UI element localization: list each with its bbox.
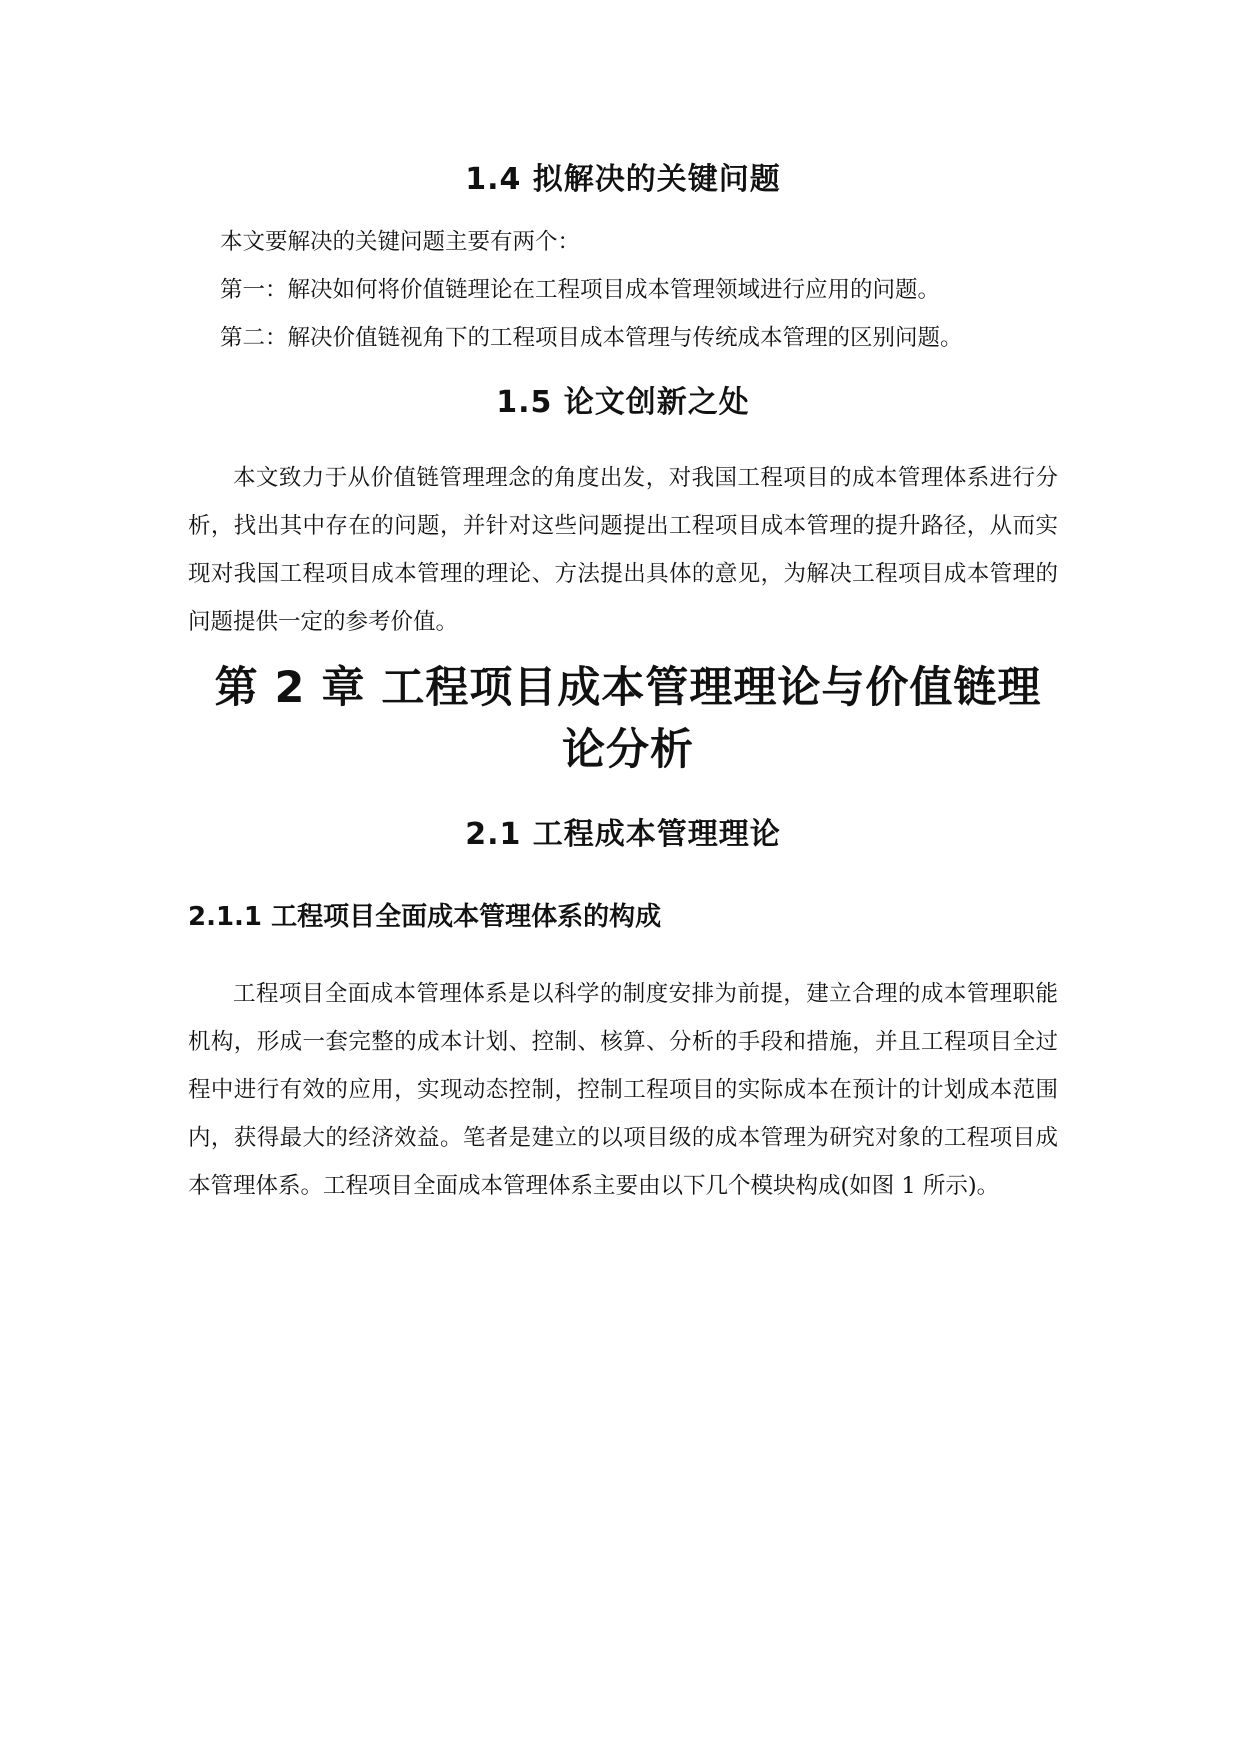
key-problems-intro: 本文要解决的关键问题主要有两个： bbox=[220, 229, 581, 255]
key-problem-2: 第二：解决价值链视角下的工程项目成本管理与传统成本管理的区别问题。 bbox=[220, 325, 963, 351]
section-1-4-title: 1.4 拟解决的关键问题 bbox=[465, 162, 781, 197]
section-2-1-title: 2.1 工程成本管理理论 bbox=[465, 817, 781, 852]
chapter-2-title bbox=[188, 657, 1068, 781]
section-2-1-1-title: 2.1.1 工程项目全面成本管理体系的构成 bbox=[188, 902, 662, 932]
section-1-5-body bbox=[188, 454, 1058, 646]
section-2-1-1-body bbox=[188, 970, 1058, 1210]
key-problem-1: 第一：解决如何将价值链理论在工程项目成本管理领域进行应用的问题。 bbox=[220, 277, 941, 303]
cost-system-paragraph: 工程项目全面成本管理体系是以科学的制度安排为前提，建立合理的成本管理职能机构，形成一套完整的成本计划、控制、核算、分析的手段和措施，并且工程项目全过程中进行有效的应用，实现动态控制，控制工程项目的实际成本在预计的计划成本范围内，获得最大的经济效益。笔者是建立的以项目级的成本管理为研究对象的工程项目成本管理体系。工程项目全面成本管理体系主要由以下几个模块构成(如图 1 所示)。 bbox=[188, 981, 1058, 1199]
section-1-5-title: 1.5 论文创新之处 bbox=[496, 385, 750, 420]
chapter-2-title-line-2: 论分析 bbox=[562, 725, 694, 775]
chapter-2-title-line-1: 第 2 章 工程项目成本管理理论与价值链理 bbox=[214, 663, 1042, 713]
section-1-4-body bbox=[188, 218, 1090, 362]
innovation-paragraph: 本文致力于从价值链管理理念的角度出发，对我国工程项目的成本管理体系进行分析，找出其中存在的问题，并针对这些问题提出工程项目成本管理的提升路径，从而实现对我国工程项目成本管理的理论、方法提出具体的意见，为解决工程项目成本管理的问题提供一定的参考价值。 bbox=[188, 465, 1058, 635]
